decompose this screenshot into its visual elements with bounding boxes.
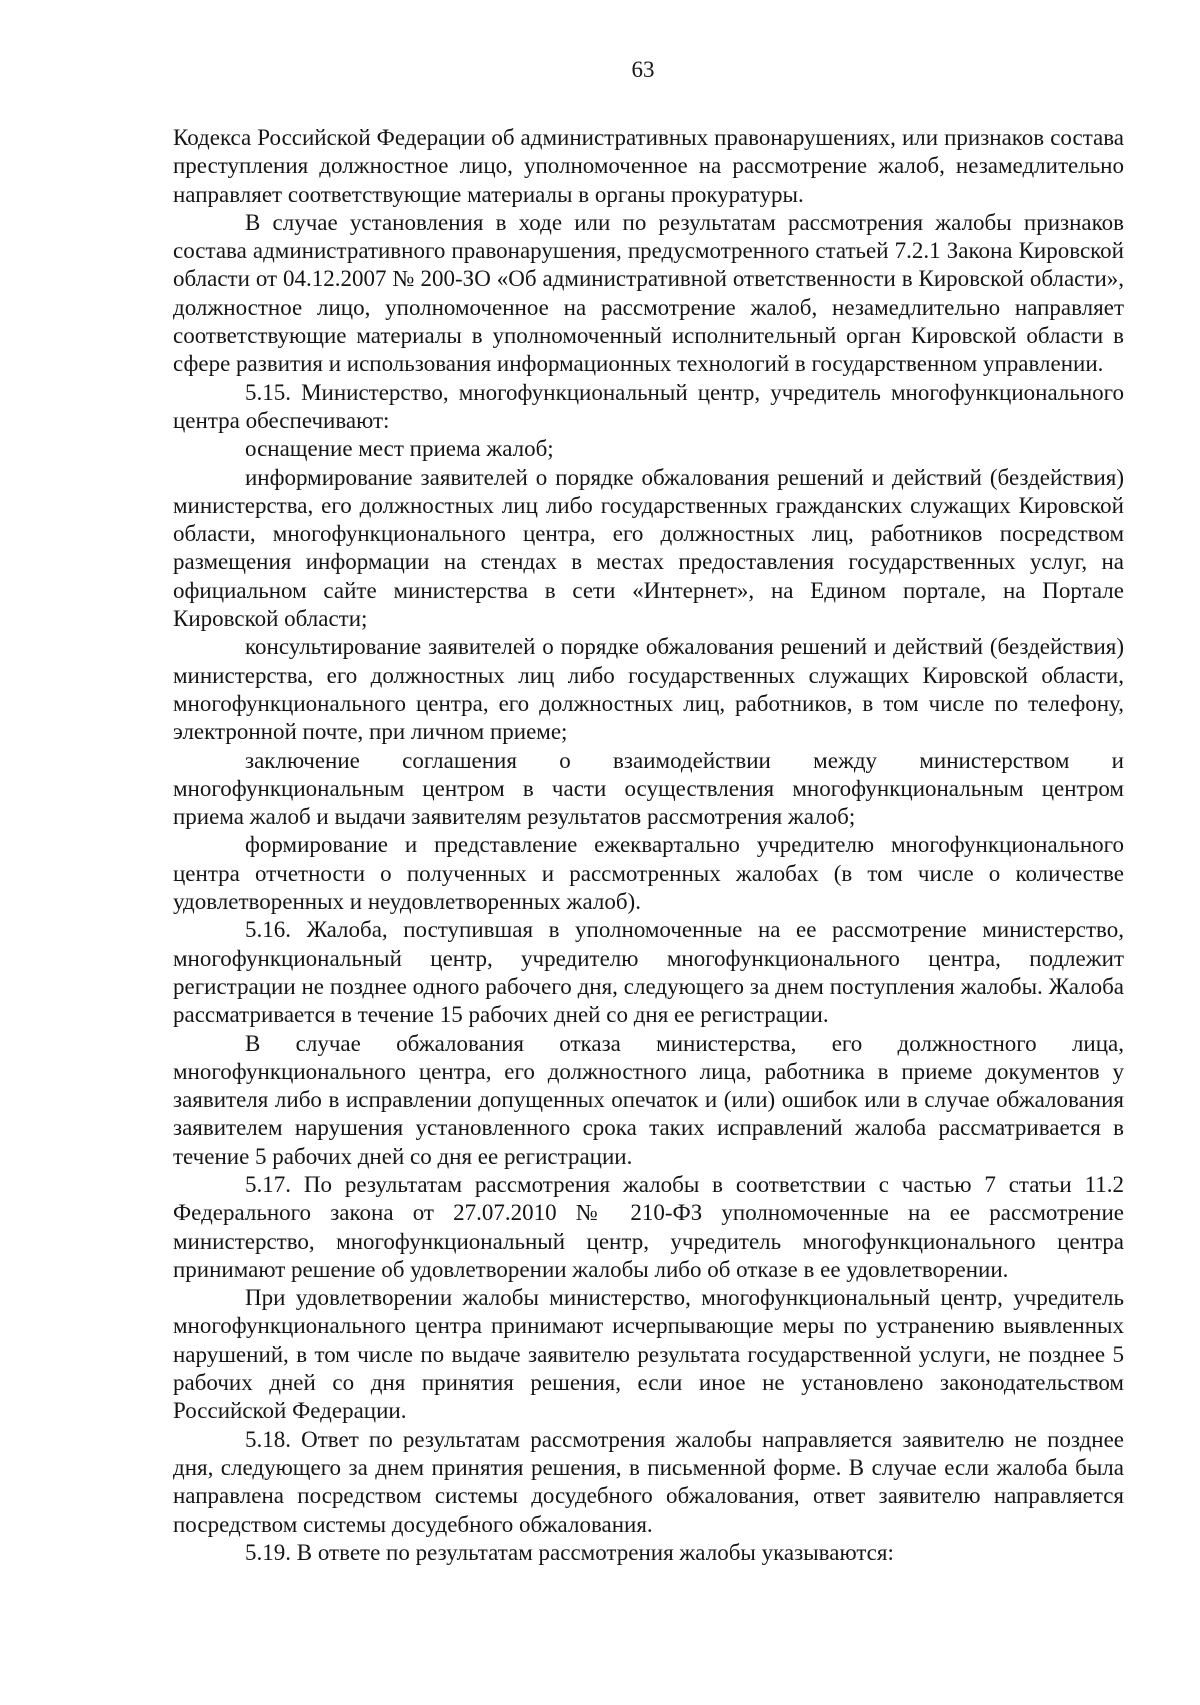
paragraph: В случае установления в ходе или по результатам рассмотрения жалобы признаков состава административного правонарушения, предусмотренного статьей 7.2.1 Закона Кировской области от 04.12.2007 № 200-ЗО «Об административной ответственности в Кировской области», должностное лицо, уполномоченное на рассмотрение жалоб, незамедлительно направляет соответствующие материалы в уполномоченный исполнительный орган Кировской области в сфере развития и использования информационных технологий в государственном управлении. <box>173 209 1124 377</box>
paragraph: 5.16. Жалоба, поступившая в уполномоченные на ее рассмотрение министерство, многофункциональный центр, учредителю многофункционального центра, подлежит регистрации не позднее одного рабочего дня, следующего за днем поступления жалобы. Жалоба рассматривается в течение 15 рабочих дней со дня ее регистрации. <box>173 917 1124 1028</box>
paragraph: При удовлетворении жалобы министерство, многофункциональный центр, учредитель многофункционального центра принимают исчерпывающие меры по устранению выявленных нарушений, в том числе по выдаче заявителю результата государственной услуги, не позднее 5 рабочих дней со дня принятия решения, если иное не установлено законодательством Российской Федерации. <box>173 1285 1124 1424</box>
paragraph: 5.18. Ответ по результатам рассмотрения жалобы направляется заявителю не позднее дня, следующего за днем принятия решения, в письменной форме. В случае если жалоба была направлена посредством системы досудебного обжалования, ответ заявителю направляется посредством системы досудебного обжалования. <box>173 1426 1124 1537</box>
paragraph: 5.17. По результатам рассмотрения жалобы в соответствии с частью 7 статьи 11.2 Федерального закона от 27.07.2010 № 210-ФЗ уполномоченные на ее рассмотрение министерство, многофункциональный центр, учредитель многофункционального центра принимают решение об удовлетворении жалобы либо об отказе в ее удовлетворении. <box>173 1171 1124 1282</box>
paragraph: В случае обжалования отказа министерства, его должностного лица, многофункционального центра, его должностного лица, работника в приеме документов у заявителя либо в исправлении допущенных опечаток и (или) ошибок или в случае обжалования заявителем нарушения установленного срока таких исправлений жалоба рассматривается в течение 5 рабочих дней со дня ее регистрации. <box>173 1030 1124 1169</box>
paragraph: информирование заявителей о порядке обжалования решений и действий (бездействия) министерства, его должностных лиц либо государственных гражданских служащих Кировской области, многофункционального центра, его должностных лиц, работников посредством размещения информации на стендах в местах предоставления государственных услуг, на официальном сайте министерства в сети «Интернет», на Едином портале, на Портале Кировской области; <box>173 464 1124 632</box>
paragraph: Кодекса Российской Федерации об административных правонарушениях, или признаков состава преступления должностное лицо, уполномоченное на рассмотрение жалоб, незамедлительно направляет соответствующие материалы в органы прокуратуры. <box>173 125 1124 207</box>
paragraph: 5.15. Министерство, многофункциональный центр, учредитель многофункционального центра обеспечивают: <box>173 379 1124 433</box>
paragraph: формирование и представление ежеквартально учредителю многофункционального центра отчетности о полученных и рассмотренных жалобах (в том числе о количестве удовлетворенных и неудовлетворенных жалоб). <box>173 832 1124 915</box>
paragraph: оснащение мест приема жалоб; <box>245 436 554 462</box>
page-number: 63 <box>631 57 655 82</box>
paragraph: заключение соглашения о взаимодействии между министерством и многофункциональным центром в части осуществления многофункциональным центром приема жалоб и выдачи заявителям результатов рассмотрения жалоб; <box>173 747 1124 830</box>
paragraph: консультирование заявителей о порядке обжалования решений и действий (бездействия) министерства, его должностных лиц либо государственных служащих Кировской области, многофункционального центра, его должностных лиц, работников, в том числе по телефону, электронной почте, при личном приеме; <box>173 634 1124 745</box>
document-body <box>173 124 1124 1567</box>
paragraph: 5.19. В ответе по результатам рассмотрения жалобы указываются: <box>245 1539 894 1565</box>
